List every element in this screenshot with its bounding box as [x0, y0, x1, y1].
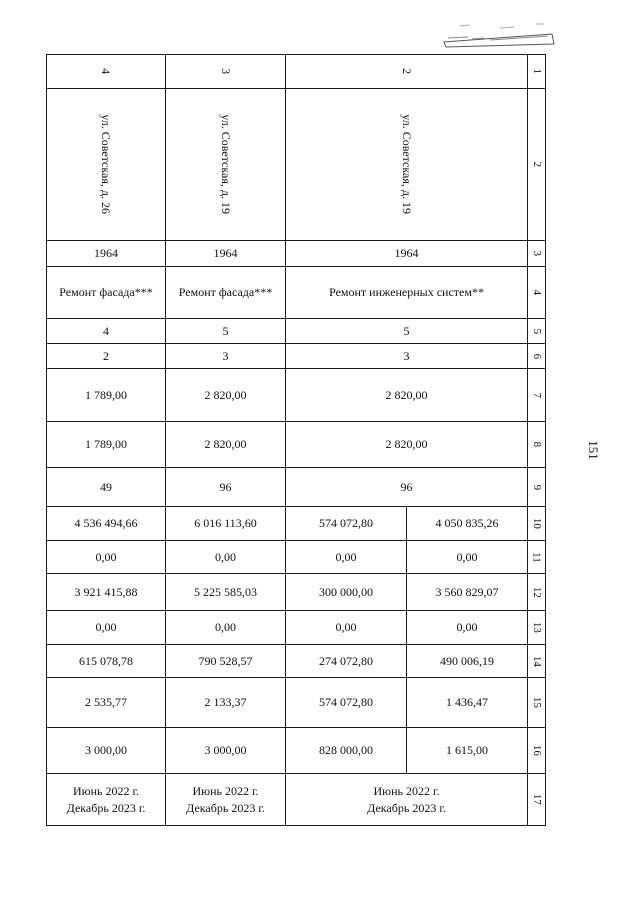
date-cell: Июнь 2022 г. Декабрь 2023 г.: [186, 784, 265, 815]
work-type-cell: Ремонт фасада***: [59, 285, 153, 300]
row-number: 15: [530, 697, 543, 708]
row-number: 11: [530, 551, 543, 563]
value-cell: 490 006,19: [440, 653, 494, 668]
row-number: 8: [530, 441, 543, 448]
value-cell: 6 016 113,60: [194, 516, 257, 531]
value-cell: 274 072,80: [319, 653, 373, 668]
value-cell: 574 072,80: [319, 695, 373, 710]
value-cell: 3 000,00: [204, 743, 247, 758]
value-cell: 0,00: [456, 620, 478, 635]
value-cell: 4 050 835,26: [435, 516, 499, 531]
work-type-cell: Ремонт инженерных систем**: [329, 285, 484, 300]
col-number-cell: 3: [218, 68, 233, 75]
value-cell: 1 789,00: [85, 437, 127, 452]
year-cell: 1964: [394, 246, 419, 261]
row-number: 16: [530, 745, 543, 756]
value-cell: 0,00: [95, 549, 117, 564]
date-cell: Июнь 2022 г. Декабрь 2023 г.: [66, 784, 146, 815]
row-number: 12: [530, 586, 543, 598]
row-number: 7: [530, 392, 543, 398]
value-cell: 0,00: [335, 620, 357, 635]
row-number: 6: [530, 353, 543, 359]
binding-stamp: [440, 20, 558, 48]
value-cell: 3: [222, 348, 229, 363]
row-number: 10: [530, 518, 543, 529]
value-cell: 5: [222, 323, 229, 338]
row-number: 14: [530, 655, 543, 667]
value-cell: 1 615,00: [446, 743, 488, 758]
year-cell: 1964: [213, 246, 238, 261]
address-cell: ул. Советская, д. 19: [399, 114, 414, 215]
value-cell: 96: [400, 479, 413, 494]
work-type-cell: Ремонт фасада***: [178, 285, 273, 300]
value-cell: 0,00: [335, 549, 357, 564]
value-cell: 3 921 415,88: [74, 584, 138, 599]
value-cell: 2 820,00: [204, 387, 247, 402]
address-cell: ул. Советская, д. 26: [99, 114, 114, 215]
value-cell: 2 535,77: [85, 695, 127, 710]
date-cell: Июнь 2022 г. Декабрь 2023 г.: [367, 784, 446, 815]
value-cell: 1 789,00: [85, 387, 127, 402]
value-cell: 4: [103, 323, 109, 338]
value-cell: 615 078,78: [79, 653, 133, 668]
value-cell: 2 820,00: [204, 437, 247, 452]
value-cell: 0,00: [456, 549, 478, 564]
value-cell: 828 000,00: [319, 743, 373, 758]
value-cell: 1 436,47: [446, 695, 488, 710]
col-number-cell: 4: [99, 68, 114, 75]
row-number: 3: [530, 250, 543, 257]
address-cell: ул. Советская, д. 19: [218, 114, 233, 215]
value-cell: 790 528,57: [198, 653, 253, 668]
value-cell: 3 560 829,07: [435, 584, 499, 599]
page-number: 151: [586, 440, 601, 460]
row-number: 17: [530, 794, 543, 805]
value-cell: 49: [100, 479, 112, 494]
value-cell: 0,00: [95, 620, 117, 635]
value-cell: 3 000,00: [85, 743, 127, 758]
value-cell: 2 133,37: [204, 695, 247, 710]
value-cell: 0,00: [215, 620, 236, 635]
col-number-cell: 2: [399, 68, 414, 75]
row-number: 13: [530, 622, 543, 633]
value-cell: 300 000,00: [319, 584, 373, 599]
value-cell: 96: [219, 479, 232, 494]
row-number: 1: [530, 68, 543, 75]
value-cell: 3: [403, 348, 410, 363]
row-number: 2: [530, 161, 543, 168]
row-number: 5: [530, 328, 543, 334]
value-cell: 574 072,80: [319, 516, 373, 531]
row-number: 9: [530, 484, 543, 490]
row-number: 4: [530, 289, 543, 296]
value-cell: 5: [403, 323, 410, 338]
value-cell: 2 820,00: [385, 437, 428, 452]
year-cell: 1964: [94, 246, 118, 261]
value-cell: 2 820,00: [385, 387, 428, 402]
value-cell: 0,00: [215, 549, 236, 564]
value-cell: 2: [103, 348, 109, 363]
value-cell: 5 225 585,03: [194, 584, 257, 599]
value-cell: 4 536 494,66: [74, 516, 138, 531]
